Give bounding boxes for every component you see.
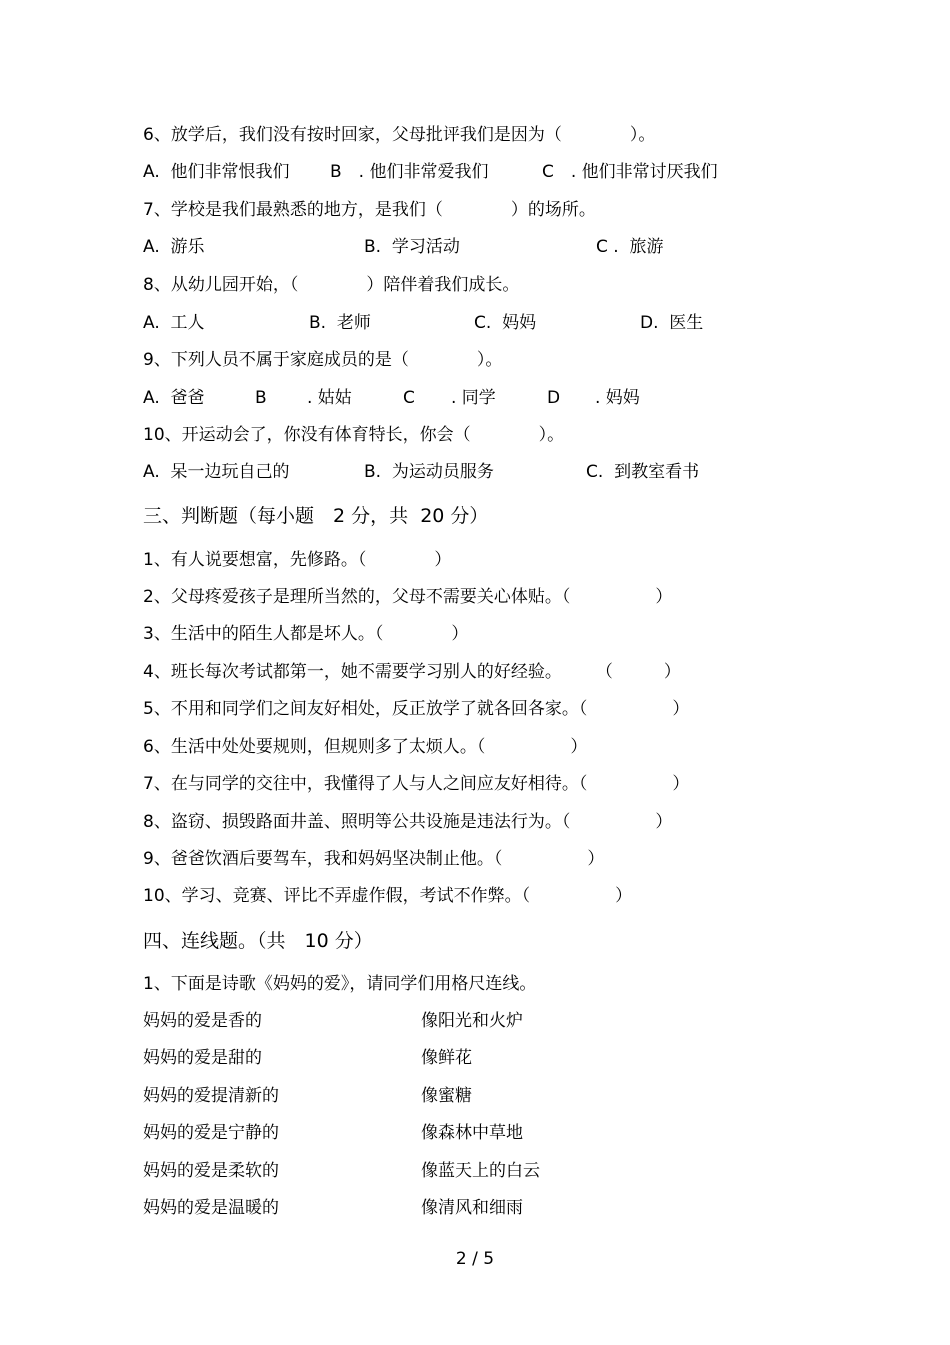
section-judge-heading: 三、判断题（每小题 2 分，共 20 分） [143,505,489,527]
match-right-4: 像森林中草地 [421,1123,523,1143]
q9-option-c-text: . 同学 [451,388,496,408]
judge-item-6: 6、生活中处处要规则，但规则多了太烦人。（ ） [143,737,588,757]
q9-option-a: A. 爸爸 [143,388,205,408]
q6-option-c: C . 他们非常讨厌我们 [542,162,718,182]
judge-item-5: 5、不用和同学们之间友好相处，反正放学了就各回各家。（ ） [143,699,690,719]
q9-option-b-letter: B [255,388,267,408]
match-left-3: 妈妈的爱提清新的 [143,1086,279,1106]
match-left-5: 妈妈的爱是柔软的 [143,1161,279,1181]
q8-option-c: C. 妈妈 [474,313,537,333]
match-intro: 1、下面是诗歌《妈妈的爱》，请同学们用格尺连线。 [143,974,537,994]
match-right-5: 像蓝天上的白云 [421,1161,540,1181]
judge-item-3: 3、生活中的陌生人都是坏人。（ ） [143,624,469,644]
match-right-1: 像阳光和火炉 [421,1011,523,1031]
match-right-3: 像蜜糖 [421,1086,472,1106]
q9-option-d-letter: D [547,388,561,408]
judge-item-10: 10、学习、竞赛、评比不弄虚作假，考试不作弊。（ ） [143,886,633,906]
judge-item-1: 1、有人说要想富，先修路。（ ） [143,550,452,570]
question-8: 8、从幼儿园开始，（ ）陪伴着我们成长。 [143,275,520,295]
q7-option-c: C . 旅游 [596,237,664,257]
q7-option-b: B. 学习活动 [364,237,460,257]
q7-option-a: A. 游乐 [143,237,205,257]
q9-option-c-letter: C [403,388,415,408]
judge-item-2: 2、父母疼爱孩子是理所当然的，父母不需要关心体贴。（ ） [143,587,673,607]
question-9: 9、下列人员不属于家庭成员的是（ ）。 [143,350,503,370]
page-number: 2 / 5 [455,1249,495,1269]
match-left-6: 妈妈的爱是温暖的 [143,1198,279,1218]
judge-item-7: 7、在与同学的交往中，我懂得了人与人之间应友好相待。（ ） [143,774,690,794]
match-left-1: 妈妈的爱是香的 [143,1011,262,1031]
question-6: 6、放学后，我们没有按时回家，父母批评我们是因为（ ）。 [143,125,656,145]
q9-option-d-text: . 妈妈 [595,388,640,408]
q10-option-a: A. 呆一边玩自己的 [143,462,290,482]
section-match-heading: 四、连线题。（共 10 分） [143,930,373,952]
match-left-2: 妈妈的爱是甜的 [143,1048,262,1068]
judge-item-9: 9、爸爸饮酒后要驾车，我和妈妈坚决制止他。（ ） [143,849,605,869]
question-7: 7、学校是我们最熟悉的地方，是我们（ ）的场所。 [143,200,596,220]
q6-option-b: B . 他们非常爱我们 [330,162,489,182]
match-left-4: 妈妈的爱是宁静的 [143,1123,279,1143]
q10-option-c: C. 到教室看书 [586,462,700,482]
q10-option-b: B. 为运动员服务 [364,462,494,482]
q8-option-a: A. 工人 [143,313,205,333]
q8-option-d: D. 医生 [640,313,704,333]
judge-item-8: 8、盗窃、损毁路面井盖、照明等公共设施是违法行为。（ ） [143,812,673,832]
question-10: 10、开运动会了，你没有体育特长，你会（ ）。 [143,425,565,445]
q6-option-a: A. 他们非常恨我们 [143,162,290,182]
q8-option-b: B. 老师 [309,313,371,333]
judge-item-4: 4、班长每次考试都第一，她不需要学习别人的好经验。 （ ） [143,662,681,682]
q9-option-b-text: . 姑姑 [307,388,352,408]
match-right-6: 像清风和细雨 [421,1198,523,1218]
match-right-2: 像鲜花 [421,1048,472,1068]
